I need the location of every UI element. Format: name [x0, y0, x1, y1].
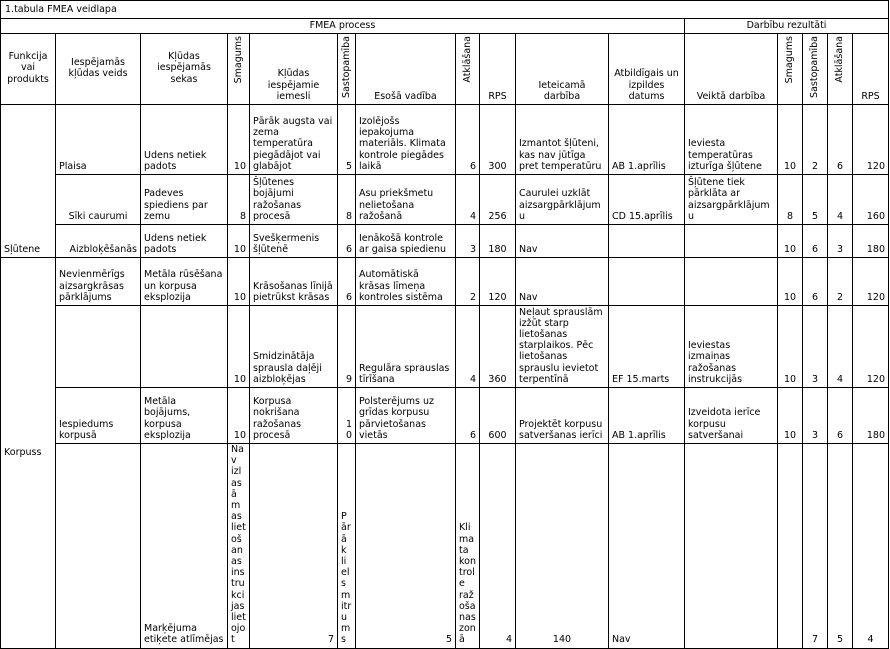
occurrence-cell: 10	[338, 388, 356, 444]
rps-result-cell: 180	[853, 225, 889, 258]
occurrence-result-cell: 6	[803, 225, 828, 258]
recommended-action-cell: Nav	[516, 225, 609, 258]
detection-result-cell: 3	[828, 225, 853, 258]
header-occurrence: Sastopamība	[338, 34, 356, 105]
cause-cell: Šļūtenes bojājumi ražošanas procesā	[250, 175, 338, 225]
cause-cell: Smidzinātāja sprausla daļēji aizbloķējas	[250, 306, 338, 388]
rps-result-cell: 120	[853, 258, 889, 306]
detection-result-cell: 4	[853, 444, 889, 649]
rps-cell: 140	[516, 444, 609, 649]
table-row	[1, 175, 889, 225]
failure-effect-cell	[141, 306, 228, 388]
controls-cell: Regulāra sprauslas tīrīšana	[356, 306, 456, 388]
cause-cell: Svešķermenis šļūtenē	[250, 225, 338, 258]
header-occurrence-result: Sastopamība	[803, 34, 828, 105]
header-detection-result: Atklāšana	[828, 34, 853, 105]
occurrence-result-cell: 6	[803, 258, 828, 306]
failure-effect-cell: Udens netiek padots	[141, 105, 228, 175]
responsible-cell: CD 15.aprīlis	[609, 175, 685, 225]
severity-cell: 10	[228, 225, 250, 258]
header-recommended-action: Ieteicamā darbība	[516, 34, 609, 105]
controls-cell: Polsterējums uz grīdas korpusu pārvietošanas vietās	[356, 388, 456, 444]
responsible-cell	[609, 258, 685, 306]
controls-cell: Asu priekšmetu nelietošana ražošanā	[356, 175, 456, 225]
rps-result-cell: 160	[853, 175, 889, 225]
detection-result-cell: 2	[828, 258, 853, 306]
occurrence-result-cell: 5	[803, 175, 828, 225]
failure-effect-cell: Udens netiek padots	[141, 225, 228, 258]
action-taken-cell: Ieviesta temperatūras izturīga šļūtene	[685, 105, 778, 175]
occurrence-result-cell: 5	[828, 444, 853, 649]
header-failure-effect: Kļūdas iespējamās sekas	[141, 34, 228, 105]
occurrence-result-cell: 3	[803, 388, 828, 444]
rps-cell: 256	[480, 175, 516, 225]
rps-result-cell: 120	[853, 306, 889, 388]
failure-mode-cell: Plaisa	[56, 105, 141, 175]
failure-effect-cell: Nav izlasāmas lietošanas instrukcijas lietojot	[228, 444, 250, 649]
detection-cell: 2	[456, 258, 480, 306]
occurrence-cell: 8	[338, 175, 356, 225]
occurrence-cell: 5	[356, 444, 456, 649]
severity-cell: 10	[228, 388, 250, 444]
responsible-cell: AB 1.aprīlis	[609, 105, 685, 175]
recommended-action-cell: Neļaut sprauslām izžūt starp lietošanas starplaikos. Pēc lietošanas sprauslu ievietot terpentīnā	[516, 306, 609, 388]
group-action-results: Darbību rezultāti	[685, 19, 889, 34]
failure-mode-cell: Sīki caurumi	[56, 175, 141, 225]
action-taken-cell: Šļūtene tiek pārklāta ar aizsargpārklājumu	[685, 175, 778, 225]
rps-cell: 180	[480, 225, 516, 258]
severity-result-cell: 8	[778, 175, 803, 225]
action-taken-cell: Izveidota ierīce korpusu satveršanai	[685, 388, 778, 444]
group-fmea-process: FMEA process	[1, 19, 685, 34]
function-cell-empty	[56, 444, 141, 649]
detection-cell: 4	[456, 175, 480, 225]
responsible-cell: AB 1.aprīlis	[609, 388, 685, 444]
failure-mode-cell: Aizbloķēšanās	[56, 225, 141, 258]
severity-result-cell: 10	[778, 388, 803, 444]
severity-result-cell: 10	[778, 258, 803, 306]
function-cell: Korpuss	[1, 258, 56, 649]
table-row	[1, 388, 889, 444]
header-severity-result: Smagums	[778, 34, 803, 105]
header-action-taken: Veiktā darbība	[685, 34, 778, 105]
controls-cell: Izolējošs iepakojuma materiāls. Klimata kontrole piegādes laikā	[356, 105, 456, 175]
responsible-cell	[609, 225, 685, 258]
controls-cell: Ienākošā kontrole ar gaisa spiedienu	[356, 225, 456, 258]
header-detection: Atklāšana	[456, 34, 480, 105]
failure-mode-cell: Marķējuma etiķete atlīmējas	[141, 444, 228, 649]
cause-cell: Korpusa nokrišana ražošanas procesā	[250, 388, 338, 444]
failure-effect-cell: Metāla bojājums, korpusa eksplozija	[141, 388, 228, 444]
table-row	[1, 225, 889, 258]
failure-mode-cell	[56, 306, 141, 388]
recommended-action-cell: Projektēt korpusu satveršanas ierīci	[516, 388, 609, 444]
action-taken-cell	[778, 444, 803, 649]
occurrence-cell: 6	[338, 225, 356, 258]
rps-cell: 600	[480, 388, 516, 444]
occurrence-cell: 5	[338, 105, 356, 175]
header-severity: Smagums	[228, 34, 250, 105]
responsible-cell	[685, 444, 778, 649]
rps-result-cell: 120	[853, 105, 889, 175]
severity-result-cell: 7	[803, 444, 828, 649]
detection-result-cell: 6	[828, 388, 853, 444]
header-responsible: Atbildīgais un izpildes datums	[609, 34, 685, 105]
responsible-cell: EF 15.marts	[609, 306, 685, 388]
severity-cell: 10	[228, 105, 250, 175]
header-function: Funkcija vai produkts	[1, 34, 56, 105]
detection-cell: 6	[456, 105, 480, 175]
occurrence-result-cell: 2	[803, 105, 828, 175]
action-taken-cell: Ieviestas izmaiņas ražošanas instrukcijās	[685, 306, 778, 388]
detection-result-cell: 6	[828, 105, 853, 175]
cause-cell: Krāsošanas līnijā pietrūkst krāsas	[250, 258, 338, 306]
occurrence-cell: 6	[338, 258, 356, 306]
severity-result-cell: 10	[778, 306, 803, 388]
rps-result-cell: 180	[853, 388, 889, 444]
controls-cell: Klimata kontrole ražošanas zonā	[456, 444, 480, 649]
recommended-action-cell: Nav	[609, 444, 685, 649]
rps-cell: 360	[480, 306, 516, 388]
severity-result-cell: 10	[778, 225, 803, 258]
header-controls: Esošā vadība	[356, 34, 456, 105]
recommended-action-cell: Nav	[516, 258, 609, 306]
table-row	[1, 306, 889, 388]
header-cause: Kļūdas iespējamie iemesli	[250, 34, 338, 105]
detection-result-cell: 4	[828, 306, 853, 388]
failure-mode-cell: Nevienmērīgs aizsargkrāsas pārklājums	[56, 258, 141, 306]
table-row	[1, 105, 889, 175]
header-failure-mode: Iespējamās kļūdas veids	[56, 34, 141, 105]
header-rps: RPS	[480, 34, 516, 105]
detection-cell: 6	[456, 388, 480, 444]
function-cell: Sļūtene	[1, 105, 56, 258]
cause-cell: Pārāk liels mitrums	[338, 444, 356, 649]
table-row	[1, 258, 889, 306]
detection-cell: 4	[456, 306, 480, 388]
occurrence-cell: 9	[338, 306, 356, 388]
failure-mode-cell: Iespiedums korpusā	[56, 388, 141, 444]
severity-result-cell: 10	[778, 105, 803, 175]
action-taken-cell	[685, 225, 778, 258]
header-rps-result: RPS	[853, 34, 889, 105]
failure-effect-cell: Metāla rūsēšana un korpusa eksplozija	[141, 258, 228, 306]
detection-cell: 4	[480, 444, 516, 649]
table-row	[1, 444, 889, 649]
severity-cell: 10	[228, 258, 250, 306]
cause-cell: Pārāk augsta vai zema temperatūra piegādājot vai glabājot	[250, 105, 338, 175]
failure-effect-cell: Padeves spiediens par zemu	[141, 175, 228, 225]
rps-cell: 120	[480, 258, 516, 306]
controls-cell: Automātiskā krāsas līmeņa kontroles sistēma	[356, 258, 456, 306]
table-title: 1.tabula FMEA veidlapa	[1, 1, 889, 19]
severity-cell: 7	[250, 444, 338, 649]
occurrence-result-cell: 3	[803, 306, 828, 388]
severity-cell: 8	[228, 175, 250, 225]
recommended-action-cell: Caurulei uzklāt aizsargpārklājumu	[516, 175, 609, 225]
rps-cell: 300	[480, 105, 516, 175]
severity-cell: 10	[228, 306, 250, 388]
action-taken-cell	[685, 258, 778, 306]
detection-cell: 3	[456, 225, 480, 258]
detection-result-cell: 4	[828, 175, 853, 225]
recommended-action-cell: Izmantot šļūteni, kas nav jūtīga pret temperatūru	[516, 105, 609, 175]
